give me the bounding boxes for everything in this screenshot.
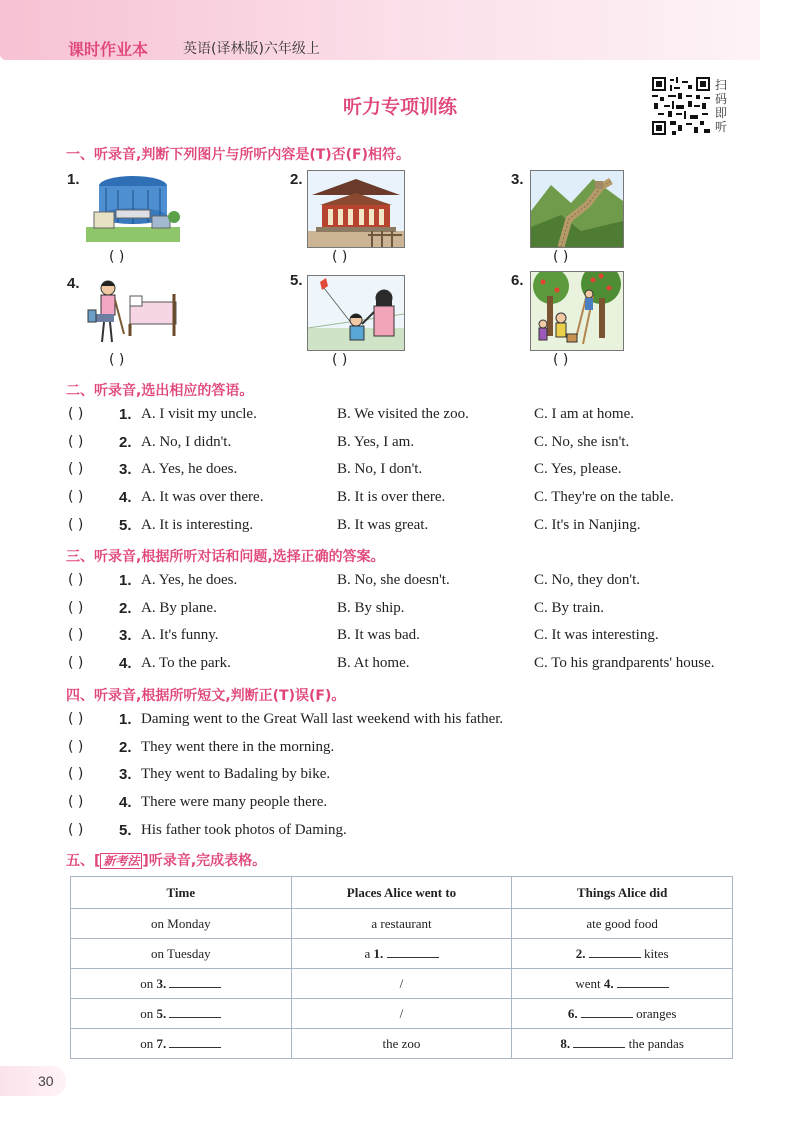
statement-text: Daming went to the Great Wall last weekend with his father. [141, 711, 504, 727]
option-a[interactable]: A. Yes, he does. [141, 572, 238, 588]
new-question-type-tag: 新考法 [100, 853, 142, 869]
answer-paren[interactable]: ( ) [553, 249, 569, 265]
picture-number: 3. [511, 171, 524, 188]
answer-paren[interactable]: ( ) [68, 599, 84, 616]
option-c[interactable]: C. To his grandparents' house. [534, 655, 715, 672]
thing-cell [512, 969, 733, 999]
option-c[interactable]: C. Yes, please. [534, 461, 622, 478]
table-header: Places Alice went to [291, 877, 512, 909]
option-c[interactable]: C. It's in Nanjing. [534, 516, 641, 533]
blank-number: 2. [575, 946, 586, 961]
option-c[interactable]: C. They're on the table. [534, 489, 674, 506]
table-header-row [71, 877, 733, 909]
place-cell [291, 999, 512, 1029]
option-c[interactable]: C. By train. [534, 599, 604, 616]
table-row [71, 939, 733, 969]
blank-number: 8. [560, 1036, 571, 1051]
question-number: 2. [119, 738, 132, 756]
answer-paren[interactable]: ( ) [68, 711, 84, 727]
section-1-heading: 一、听录音,判断下列图片与所听内容是(T)否(F)相符。 [66, 147, 411, 163]
option-b[interactable]: B. We visited the zoo. [337, 406, 469, 422]
answer-blank[interactable] [589, 945, 641, 958]
blank-number: 6. [567, 1006, 578, 1021]
answer-blank[interactable] [581, 1005, 633, 1018]
answer-paren[interactable]: ( ) [68, 461, 84, 478]
answer-paren[interactable]: ( ) [68, 655, 84, 672]
section-4-heading: 四、听录音,根据所听短文,判断正(T)误(F)。 [66, 688, 346, 704]
option-a[interactable]: A. By plane. [141, 599, 217, 616]
place-cell [291, 909, 512, 939]
picture-number: 5. [290, 272, 303, 289]
page-number-tab [0, 1066, 66, 1096]
time-cell [71, 939, 292, 969]
question-number: 2. [119, 433, 132, 451]
question-number: 4. [119, 794, 132, 812]
statement-text: They went there in the morning. [141, 738, 335, 755]
option-c[interactable]: C. No, they don't. [534, 572, 641, 588]
option-a[interactable]: A. It was over there. [141, 489, 264, 506]
qr-code-icon[interactable] [652, 77, 710, 135]
place-cell [291, 969, 512, 999]
answer-paren[interactable]: ( ) [68, 572, 84, 588]
page-number: 30 [38, 1073, 54, 1089]
fruit-picking-icon [530, 271, 624, 351]
section-2-heading: 二、听录音,选出相应的答语。 [66, 383, 254, 399]
option-c[interactable]: C. No, she isn't. [534, 433, 630, 450]
option-b[interactable]: B. At home. [337, 655, 410, 672]
option-a[interactable]: A. I visit my uncle. [141, 406, 257, 422]
blank-number: 5. [156, 1006, 167, 1021]
option-c[interactable]: C. I am at home. [534, 406, 634, 422]
option-b[interactable]: B. It was bad. [337, 627, 420, 644]
answer-paren[interactable]: ( ) [68, 489, 84, 506]
temple-icon [307, 170, 405, 248]
answer-paren[interactable]: ( ) [332, 352, 348, 368]
answer-blank[interactable] [169, 1005, 221, 1018]
option-a[interactable]: A. Yes, he does. [141, 461, 238, 478]
place-text: the zoo [382, 1035, 421, 1051]
thing-cell [512, 939, 733, 969]
answer-paren[interactable]: ( ) [68, 433, 84, 450]
time-text: on [140, 1006, 154, 1021]
time-text: on [140, 1036, 154, 1051]
brand-title: 课时作业本 [68, 40, 149, 59]
kite-icon [307, 275, 405, 351]
question-number: 3. [119, 461, 132, 479]
place-cell [291, 1029, 512, 1059]
option-b[interactable]: B. It was great. [337, 516, 429, 533]
picture-number: 2. [290, 171, 303, 188]
table-row [71, 909, 733, 939]
option-b[interactable]: B. It is over there. [337, 489, 446, 506]
table-header: Things Alice did [512, 877, 733, 909]
time-cell [71, 999, 292, 1029]
statement-text: They went to Badaling by bike. [141, 766, 331, 783]
question-number: 1. [119, 406, 132, 423]
cleaning-room-icon [86, 274, 180, 350]
question-number: 3. [119, 627, 132, 645]
option-b[interactable]: B. Yes, I am. [337, 433, 415, 450]
place-cell [291, 939, 512, 969]
table-row [71, 1029, 733, 1059]
answer-blank[interactable] [573, 1035, 625, 1048]
blank-number: 7. [156, 1036, 167, 1051]
table-header: Time [71, 877, 292, 909]
option-a[interactable]: A. No, I didn't. [141, 433, 232, 450]
place-text: a restaurant [371, 915, 432, 931]
thing-cell [512, 909, 733, 939]
stadium-icon [86, 172, 180, 242]
answer-paren[interactable]: ( ) [68, 821, 84, 838]
question-number: 4. [119, 489, 132, 507]
answer-paren[interactable]: ( ) [68, 738, 84, 755]
blank-number: 1. [373, 946, 384, 961]
time-text: on Tuesday [151, 945, 211, 961]
option-a[interactable]: A. To the park. [141, 655, 231, 672]
answer-paren[interactable]: ( ) [68, 766, 84, 783]
answer-paren[interactable]: ( ) [68, 406, 84, 422]
answer-paren[interactable]: ( ) [109, 352, 125, 368]
place-text: / [399, 1005, 404, 1021]
answer-paren[interactable]: ( ) [109, 249, 125, 265]
question-number: 4. [119, 655, 132, 673]
question-number: 5. [119, 821, 132, 839]
section-5-heading: 五、[ 新考法 ]听录音,完成表格。 [66, 853, 267, 869]
thing-text: kites [644, 946, 669, 961]
thing-text: went 4. [575, 976, 614, 991]
statement-text: His father took photos of Daming. [141, 821, 347, 838]
table-row [71, 969, 733, 999]
question-number: 3. [119, 766, 132, 784]
great-wall-icon [530, 170, 624, 248]
option-a[interactable]: A. It is interesting. [141, 516, 254, 533]
picture-number: 1. [67, 171, 80, 188]
time-cell [71, 969, 292, 999]
blank-number: 3. [156, 976, 167, 991]
question-number: 1. [119, 572, 132, 589]
answer-paren[interactable]: ( ) [332, 249, 348, 265]
option-b[interactable]: B. No, she doesn't. [337, 572, 450, 588]
answer-paren[interactable]: ( ) [68, 516, 84, 533]
option-a[interactable]: A. It's funny. [141, 627, 219, 644]
table-row [71, 999, 733, 1029]
picture-number: 4. [67, 275, 80, 292]
answer-blank[interactable] [617, 975, 669, 988]
place-text: / [399, 975, 404, 991]
answer-blank[interactable] [387, 945, 439, 958]
thing-text: the pandas [628, 1036, 684, 1051]
answer-paren[interactable]: ( ) [553, 352, 569, 368]
question-number: 2. [119, 599, 132, 617]
thing-text: oranges [636, 1006, 677, 1021]
thing-text: ate good food [586, 915, 658, 931]
thing-cell [512, 999, 733, 1029]
scan-to-listen-label: 扫 码 即 听 [715, 78, 728, 134]
time-cell [71, 1029, 292, 1059]
option-b[interactable]: B. No, I don't. [337, 461, 423, 478]
answer-paren[interactable]: ( ) [68, 794, 84, 811]
thing-cell [512, 1029, 733, 1059]
option-b[interactable]: B. By ship. [337, 599, 405, 616]
section-3-heading: 三、听录音,根据所听对话和问题,选择正确的答案。 [66, 549, 385, 565]
answer-table [70, 876, 733, 1059]
subject-label: 英语(译林版)六年级上 [183, 41, 320, 57]
statement-text: There were many people there. [141, 794, 328, 811]
answer-blank[interactable] [169, 1035, 221, 1048]
time-text: on [140, 976, 154, 991]
place-text: a [364, 946, 371, 961]
time-text: on Monday [151, 915, 211, 931]
answer-paren[interactable]: ( ) [68, 627, 84, 644]
page-title: 听力专项训练 [342, 96, 457, 118]
option-c[interactable]: C. It was interesting. [534, 627, 659, 644]
answer-blank[interactable] [169, 975, 221, 988]
picture-number: 6. [511, 272, 524, 289]
time-cell [71, 909, 292, 939]
question-number: 5. [119, 516, 132, 534]
question-number: 1. [119, 711, 132, 728]
